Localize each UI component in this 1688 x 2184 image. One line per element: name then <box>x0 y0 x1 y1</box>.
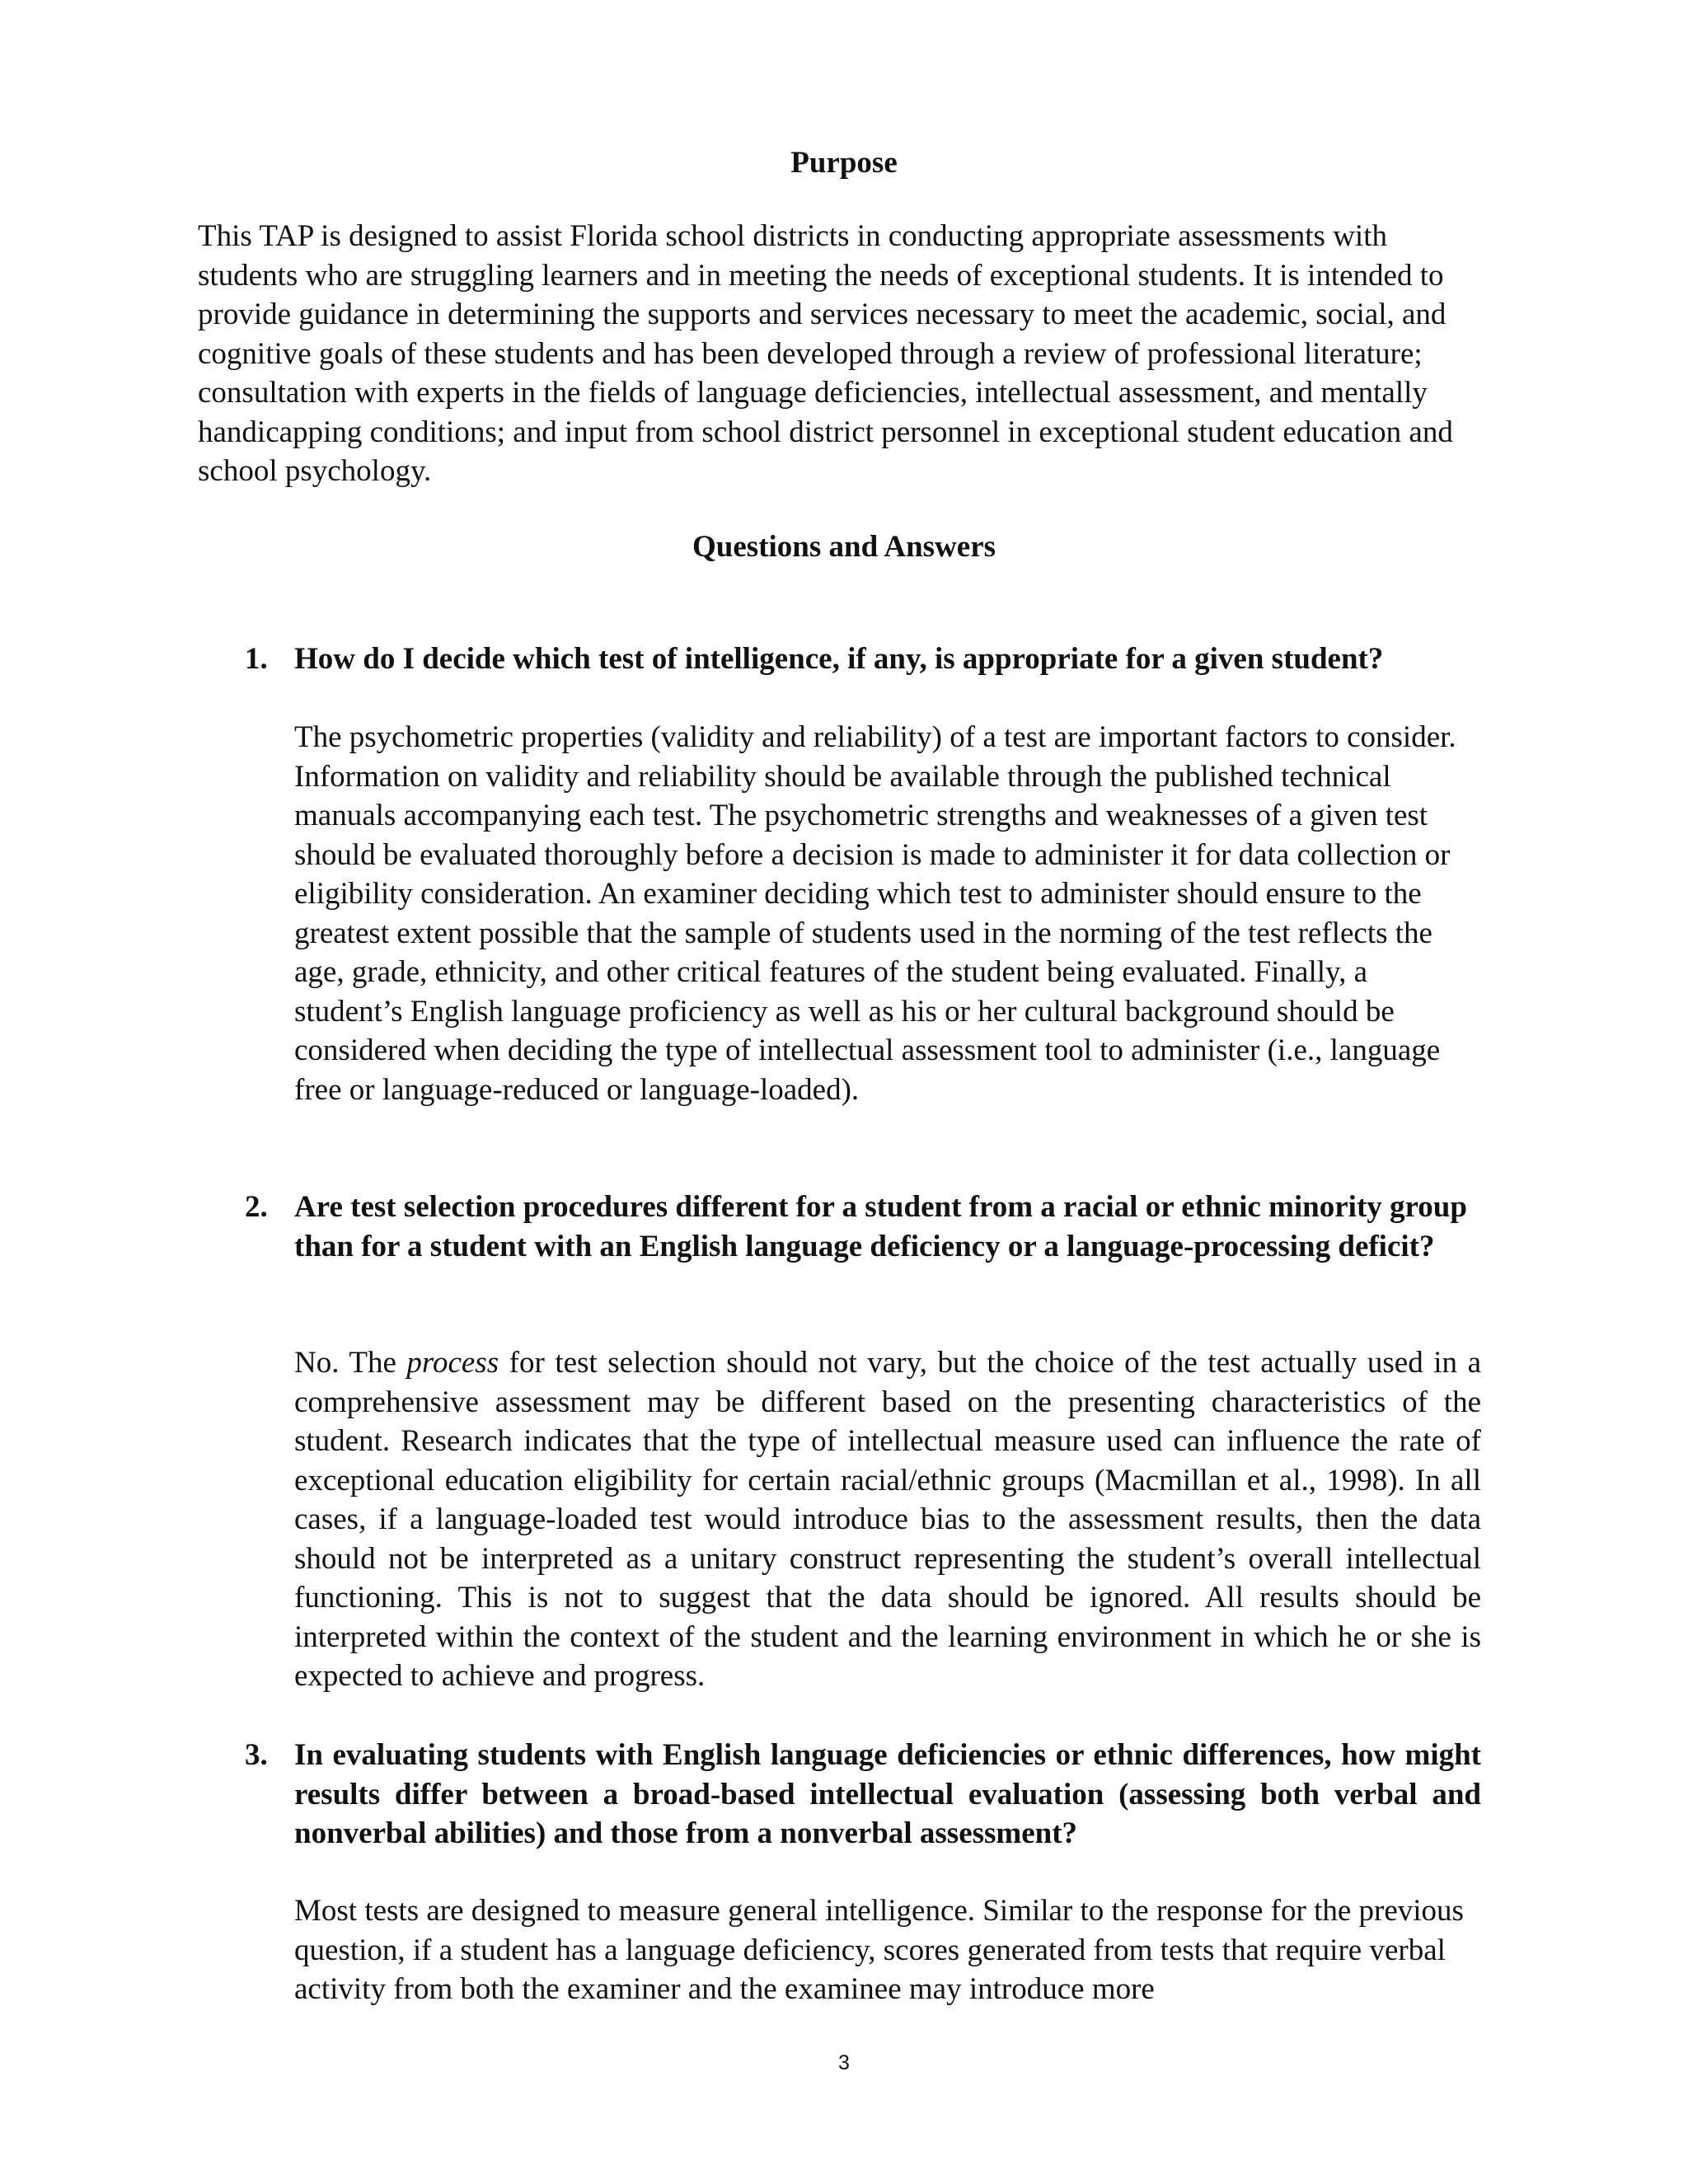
answer-2-start: No. The <box>294 1346 407 1380</box>
purpose-heading: Purpose <box>790 146 898 180</box>
answer-2-rest: for test selection should not vary, but the choice of the test actually used in a comprehensive assessment may be different based on the presenting characteristics of the student. Research indicates that the type of intellectual measure used can influence the rate of exceptional education eligibility for certain racial/ethnic groups (Macmillan et al., 1998). In all cases, if a language-loaded test would introduce bias to the assessment results, then the data should not be interpreted as a unitary construct representing the student’s overall intellectual functioning. This is not to suggest that the data should be ignored. All results should be interpreted within the context of the student and the learning environment in which he or she is expected to achieve and progress. <box>294 1346 1481 1693</box>
answer-1-paragraph: The psychometric properties (validity and reliability) of a test are important factors to consider. Information on validity and reliability should be available through the published technical manuals accompanying each test. The psychometric strengths and weaknesses of a given test should be evaluated thoroughly before a decision is made to administer it for data collection or eligibility consideration. An examiner deciding which test to administer should ensure to the greatest extent possible that the sample of students used in the norming of the test reflects the age, grade, ethnicity, and other critical features of the student being evaluated. Finally, a student’s English language proficiency as well as his or her cultural background should be considered when deciding the type of intellectual assessment tool to administer (i.e., language free or language-reduced or language-loaded). <box>294 720 1456 1107</box>
answer-2-paragraph <box>294 1343 1481 1696</box>
question-2-number: 2. <box>245 1190 268 1224</box>
page-number: 3 <box>838 2051 850 2074</box>
question-3-text: In evaluating students with English language deficiencies or ethnic differences, how might results differ between a broad-based intellectual evaluation (assessing both verbal and nonverbal abilities) and those from a nonverbal assessment? <box>294 1738 1481 1850</box>
question-2-text: Are test selection procedures different for a student from a racial or ethnic minority group than for a student with an English language deficiency or a language-processing deficit? <box>294 1190 1467 1263</box>
qa-heading: Questions and Answers <box>692 530 996 564</box>
question-1-text: How do I decide which test of intelligence, if any, is appropriate for a given student? <box>294 642 1384 676</box>
question-1-number: 1. <box>245 642 268 676</box>
question-3-number: 3. <box>245 1738 268 1772</box>
answer-2-emphasis: process <box>406 1346 499 1380</box>
answer-3-paragraph: Most tests are designed to measure general intelligence. Similar to the response for the previous question, if a student has a language deficiency, scores generated from tests that require verbal activity from both the examiner and the examinee may introduce more <box>294 1894 1464 2006</box>
purpose-paragraph: This TAP is designed to assist Florida school districts in conducting appropriate assessments with students who are struggling learners and in meeting the needs of exceptional students. It is intended to provide guidance in determining the supports and services necessary to meet the academic, social, and cognitive goals of these students and has been developed through a review of professional literature; consultation with experts in the fields of language deficiencies, intellectual assessment, and mentally handicapping conditions; and input from school district personnel in exceptional student education and school psychology. <box>198 219 1453 488</box>
